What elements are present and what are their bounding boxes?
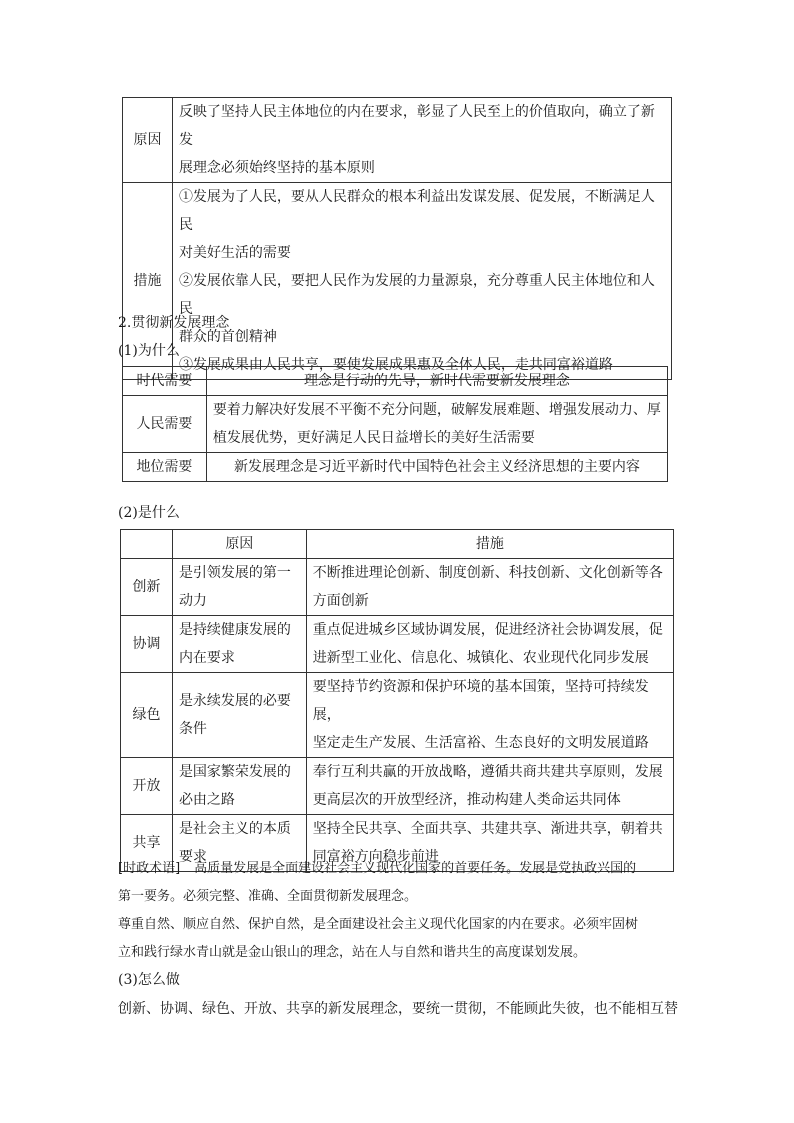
line: ③发展成果由人民共享，要使发展成果惠及全体人民，走共同富裕道路 — [178, 357, 613, 373]
line: 要求 — [178, 849, 207, 865]
table-principle — [122, 97, 672, 380]
table-why — [122, 366, 668, 482]
row-label: 措施 — [123, 183, 173, 380]
row-content: 新发展理念是习近平新时代中国特色社会主义经济思想的主要内容 — [206, 453, 667, 482]
line: 奉行互利共赢的开放战略，遵循共商共建共享原则，发展 — [312, 764, 663, 780]
header-cell — [121, 530, 173, 559]
note-text: 高质量发展是全面建设社会主义现代化国家的首要任务。发展是党执政兴国的 — [194, 861, 637, 876]
line: 对美好生活的需要 — [178, 245, 291, 261]
line: 是持续健康发展的 — [178, 622, 291, 638]
table-row — [121, 616, 674, 673]
line: 进新型工业化、信息化、城镇化、农业现代化同步发展 — [312, 650, 649, 666]
line: 是国家繁荣发展的 — [178, 764, 291, 780]
measure-cell — [306, 559, 673, 616]
line: 要着力解决好发展不平衡不充分问题，破解发展难题、增强发展动力、厚 — [212, 402, 661, 418]
line: 展理念必须始终坚持的基本原则 — [178, 160, 375, 176]
reason-cell — [172, 758, 306, 815]
row-label: 时代需要 — [123, 367, 207, 396]
measure-cell — [306, 758, 673, 815]
row-label: 地位需要 — [123, 453, 207, 482]
note-line — [118, 855, 636, 883]
row-content: 理念是行动的先导，新时代需要新发展理念 — [206, 367, 667, 396]
header-cell: 措施 — [306, 530, 673, 559]
line: 反映了坚持人民主体地位的内在要求，彰显了人民至上的价值取向，确立了新发 — [178, 104, 655, 148]
note-line: 尊重自然、顺应自然、保护自然，是全面建设社会主义现代化国家的内在要求。必须牢固树 — [118, 917, 639, 932]
line: 内在要求 — [178, 650, 235, 666]
line: 是社会主义的本质 — [178, 821, 291, 837]
measure-cell — [306, 616, 673, 673]
measure-cell — [306, 673, 673, 758]
table-row — [121, 559, 674, 616]
table-row — [121, 758, 674, 815]
line: 群众的首创精神 — [178, 329, 277, 345]
section-title: 2.贯彻新发展理念 — [118, 315, 230, 331]
line: 是引领发展的第一 — [178, 565, 291, 581]
table-row — [121, 673, 674, 758]
row-label: 共享 — [121, 815, 173, 872]
table-row — [123, 183, 672, 380]
line: ②发展依靠人民，要把人民作为发展的力量源泉，充分尊重人民主体地位和人民 — [178, 273, 655, 317]
line: 不断推进理论创新、制度创新、科技创新、文化创新等各 — [312, 565, 663, 581]
header-cell: 原因 — [172, 530, 306, 559]
line: 动力 — [178, 593, 207, 609]
reason-cell — [172, 673, 306, 758]
subsection-title: (1)为什么 — [118, 343, 180, 359]
line: 是永续发展的必要 — [178, 693, 291, 709]
line: 方面创新 — [312, 593, 369, 609]
line: 坚持全民共享、全面共享、共建共享、渐进共享，朝着共 — [312, 821, 663, 837]
line: 坚定走生产发展、生活富裕、生态良好的文明发展道路 — [312, 735, 649, 751]
table-row — [123, 98, 672, 183]
line: 植发展优势，更好满足人民日益增长的美好生活需要 — [212, 430, 535, 446]
line: 重点促进城乡区域协调发展，促进经济社会协调发展，促 — [312, 622, 663, 638]
row-content — [206, 396, 667, 453]
line: 同富裕方向稳步前进 — [312, 849, 439, 865]
line: ①发展为了人民，要从人民群众的根本利益出发谋发展、促发展，不断满足人民 — [178, 189, 655, 233]
paragraph-line: 创新、协调、绿色、开放、共享的新发展理念，要统一贯彻，不能顾此失彼，也不能相互替 — [118, 1001, 678, 1017]
note-line: 第一要务。必须完整、准确、全面贯彻新发展理念。 — [118, 889, 418, 904]
table-row — [123, 453, 668, 482]
row-label: 创新 — [121, 559, 173, 616]
line: 要坚持节约资源和保护环境的基本国策，坚持可持续发展， — [312, 679, 649, 723]
table-what — [120, 529, 674, 872]
subsection-title: (3)怎么做 — [118, 972, 180, 988]
table-row — [123, 367, 668, 396]
table-row — [123, 396, 668, 453]
note-tag: [时政术语] — [118, 861, 181, 876]
line: 更高层次的开放型经济，推动构建人类命运共同体 — [312, 792, 621, 808]
row-label: 开放 — [121, 758, 173, 815]
row-label: 协调 — [121, 616, 173, 673]
line: 必由之路 — [178, 792, 235, 808]
table-header-row — [121, 530, 674, 559]
reason-cell — [172, 559, 306, 616]
row-content — [172, 183, 671, 380]
row-content — [172, 98, 671, 183]
subsection-title: (2)是什么 — [118, 505, 180, 521]
row-label: 原因 — [123, 98, 173, 183]
row-label: 人民需要 — [123, 396, 207, 453]
row-label: 绿色 — [121, 673, 173, 758]
reason-cell — [172, 616, 306, 673]
line: 条件 — [178, 721, 207, 737]
note-line: 立和践行绿水青山就是金山银山的理念，站在人与自然和谐共生的高度谋划发展。 — [118, 945, 587, 960]
